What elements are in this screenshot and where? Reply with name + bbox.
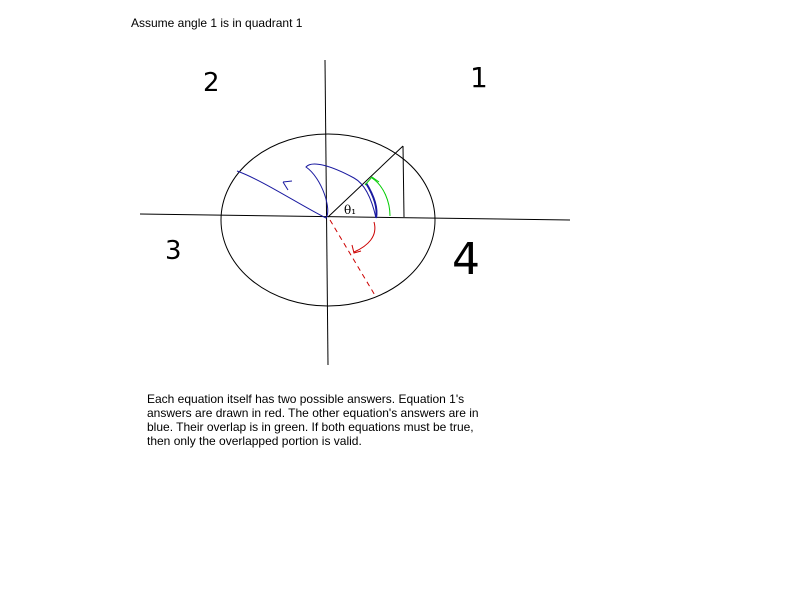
quadrant-4-label: 4 — [452, 234, 480, 285]
quadrant-3-label: 3 — [165, 236, 182, 266]
triangle-vertical-side — [403, 146, 404, 217]
heading: Assume angle 1 is in quadrant 1 — [131, 16, 303, 30]
theta-1-label: θ₁ — [344, 203, 357, 217]
quadrant-1-label: 1 — [470, 61, 488, 94]
blue-arrowhead — [283, 181, 292, 190]
red-dashed-ray — [330, 220, 376, 297]
terminal-ray — [328, 146, 403, 217]
green-overlap-arc — [372, 178, 390, 216]
red-angle-arc — [354, 222, 375, 252]
caption: Each equation itself has two possible answers. Equation 1's answers are drawn in red. The other equation's answers are in blue. Their overlap is in green. If both equations must be true, then only the overlapped portion is valid. — [147, 392, 479, 448]
quadrant-2-label: 2 — [203, 68, 220, 98]
